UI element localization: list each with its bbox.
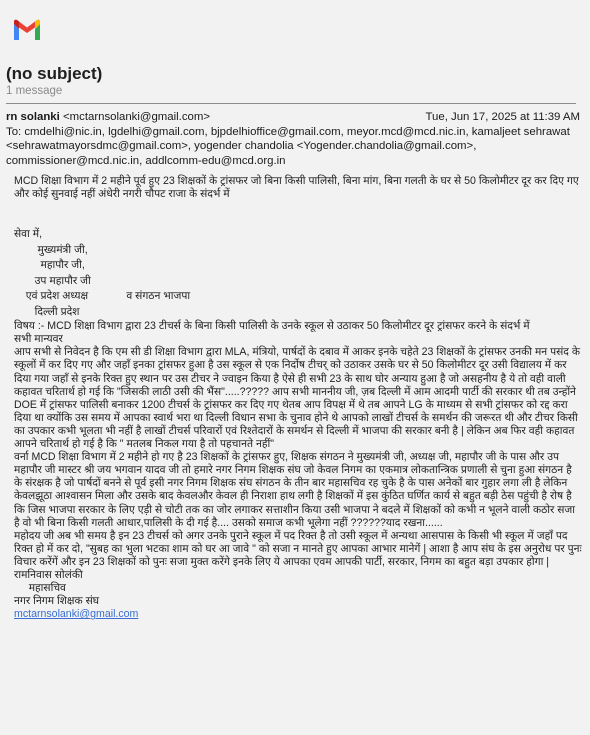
sender	[6, 110, 210, 125]
gmail-logo-icon[interactable]	[12, 18, 42, 42]
email-date: Tue, Jun 17, 2025 at 11:39 AM	[425, 111, 580, 123]
signature-line: रामनिवास सोलंकी	[14, 568, 83, 581]
logo-bar	[0, 0, 590, 60]
salutation-line: दिल्ली प्रदेश	[14, 305, 80, 318]
salutation-line: मुख्यमंत्री जी,	[14, 243, 88, 256]
sender-name: rn solanki	[6, 111, 60, 123]
signature-line: महासचिव	[14, 582, 66, 595]
body-paragraph-1: आप सभी से निवेदन है कि एम सी डी शिक्षा विभाग द्वारा MLA, मंत्रियो, पार्षदों के दबाव में आकर इनके चहेते 23 शिक्षकों के ट्रांसफर उनकी मन पसंद के स्कूलों में कर दिए गए और जहाँ इनका ट्रांसफर हुआ है उस स्कूल से एक निर्दोष टीचर् को उठाकर उसके घर से 50 किलोमीटर दूर उसी विद्यालय में कर दिया गया जहाँ से इनके रिक्त हुए स्थान पर उस टीचर ने ज्वाइन किया है ऐसे ही सभी 23 के साथ घोर अन्याय हुआ है जो असहनीय है ये तो वही वाली कहावत चरितार्थ हो गई कि "जिसकी लाठी उसी की भैंस".....????? आप सभी माननीय जी, ज़ब दिल्ली में आम आदमी पार्टी की सरकार थी तब उन्होंने DOE में ट्रांसफर पालिसी बनाकर 1200 टीचर्स के ट्रांसफर कर दिए गए थेतब आप विपक्ष में थे तब आपने LG के माध्यम से सभी ट्रांसफर को रद्द करा दिया था क्योंकि उस समय में आपका स्वार्थ भरा था दिल्ली विधान सभा के चुनाव होने थे आपको लाखों टीचर्स के समर्थन की जरूरत थी और टीचर किसी का उपकार कभी भूलता भी नहीं है लाखों टीचर्स परिवारों एवं रिश्तेदारों के समर्थन से दिल्ली में भाजपा की सरकार बनी है | लेकिन अब फिर वही कहावत आपने चरितार्थ हो गई है कि " मतलब निकल गया है तो पहचानते नहीं"	[14, 346, 581, 451]
greeting: सभी मान्यवर	[14, 333, 63, 346]
signature-line: नगर निगम शिक्षक संघ	[14, 595, 100, 608]
salutation-block	[14, 227, 582, 320]
salutation-line: एवं प्रदेश अध्यक्ष व संगठन भाजपा	[14, 290, 191, 303]
email-body	[14, 175, 582, 621]
salutation-line: सेवा में,	[14, 228, 43, 241]
email-header	[6, 110, 580, 168]
body-paragraph-3: महोदय जी अब भी समय है इन 23 टीचर्स को अगर उनके पुराने स्कूल में पद रिक्त है तो उसी स्कूल में अन्यथा आसपास के किसी भी स्कूल में जहाँ पद रिक्त हो में कर दो, "सुबह का भुला भटका शाम को घर आ जावे " को सजा न मानते हुए आपका आभार मानेगें | आशा है आप संघ के इस अनुरोध पर पुनः विचार करेंगें और इन 23 शिक्षकों को पुनः सजा मुक्त करेंगे इनके लिए ये आपका एवम आपकी पार्टी, सरकार, निगम का बहुत बड़ा उपकार होगा |	[14, 529, 582, 568]
message-count: 1 message	[6, 85, 63, 97]
from-row	[6, 110, 580, 125]
header-divider	[6, 103, 576, 104]
salutation-line: उप महापौर जी	[14, 274, 91, 287]
signature-block	[14, 569, 582, 621]
subject-line: विषय :- MCD शिक्षा विभाग द्वारा 23 टीचर्स के बिना किसी पालिसी के उनके स्कूल से उठाकर 50 किलोमीटर दूर ट्रांसफर करने के संदर्भ में	[14, 320, 530, 333]
email-subject: (no subject)	[6, 64, 103, 83]
sender-email[interactable]: <mctarnsolanki@gmail.com>	[62, 111, 211, 123]
recipients: To: cmdelhi@nic.in, lgdelhi@gmail.com, bjpdelhioffice@gmail.com, meyor.mcd@mcd.nic.in, kamaljeet sehrawat <sehrawatmayorsdmc@gmail.com>, yogender chandolia <Yogender.chandolia@gmail.com>, commissioner@mcd.nic.in, addlcomm-edu@mcd.org.in	[6, 125, 570, 167]
intro-paragraph: MCD शिक्षा विभाग में 2 महीने पूर्व हुए 23 शिक्षकों के ट्रांसफर जो बिना किसी पालिसी, बिना मांग, बिना गलती के घर से 50 किलोमीटर दूर कर दिए गए और कोई सुनवाई नहीं अंधेरी नगरी चौपट राजा के संदर्भ में	[14, 175, 579, 201]
signature-email-link[interactable]: mctarnsolanki@gmail.com	[14, 608, 139, 621]
salutation-line: महापौर जी,	[14, 259, 85, 272]
body-paragraph-2: वर्ना MCD शिक्षा विभाग में 2 महीने हो गए है 23 शिक्षकों के ट्रांसफर हुए, शिक्षक संगठन ने मुख्यमंत्री जी, अध्यक्ष जी, महापौर जी के पास और उप महापौर जी मास्टर श्री जय भगवान यादव जी तो हमारे नगर निगम शिक्षक संघ जो केवल निगम का एकमात्र लोकतान्त्रिक प्रणाली से चुना हुआ संगठन है के संरक्षक है जो पार्षदों बनने से पूर्व इसी नगर निगम शिक्षक संघ संगठन के तीन बार महासचिव रह चुके है के पास अनेकों बार गुहार लगा ली है लेकिन केवलझूठा आश्वासन मिला और उसके बाद केवलऔर केवल ही निराशा हाथ लगी है शिक्षकों में इस कुंठित घर्णित कार्य से बहुत बड़ी ठेस पहुंची है रोष है कि जिस भाजपा सरकार के लिए एड़ी से चोटी तक का जोर लगाकर सत्ताशीन किया उसी भाजपा ने बदले में शिक्षकों को कभी न भूलने वाली कठोर सजा है वो भी बिना किसी गलती आधार,पालिसी के दी गई है.... उसको समाज कभी भूलेगा नहीं ??????याद रखना......	[14, 451, 576, 529]
